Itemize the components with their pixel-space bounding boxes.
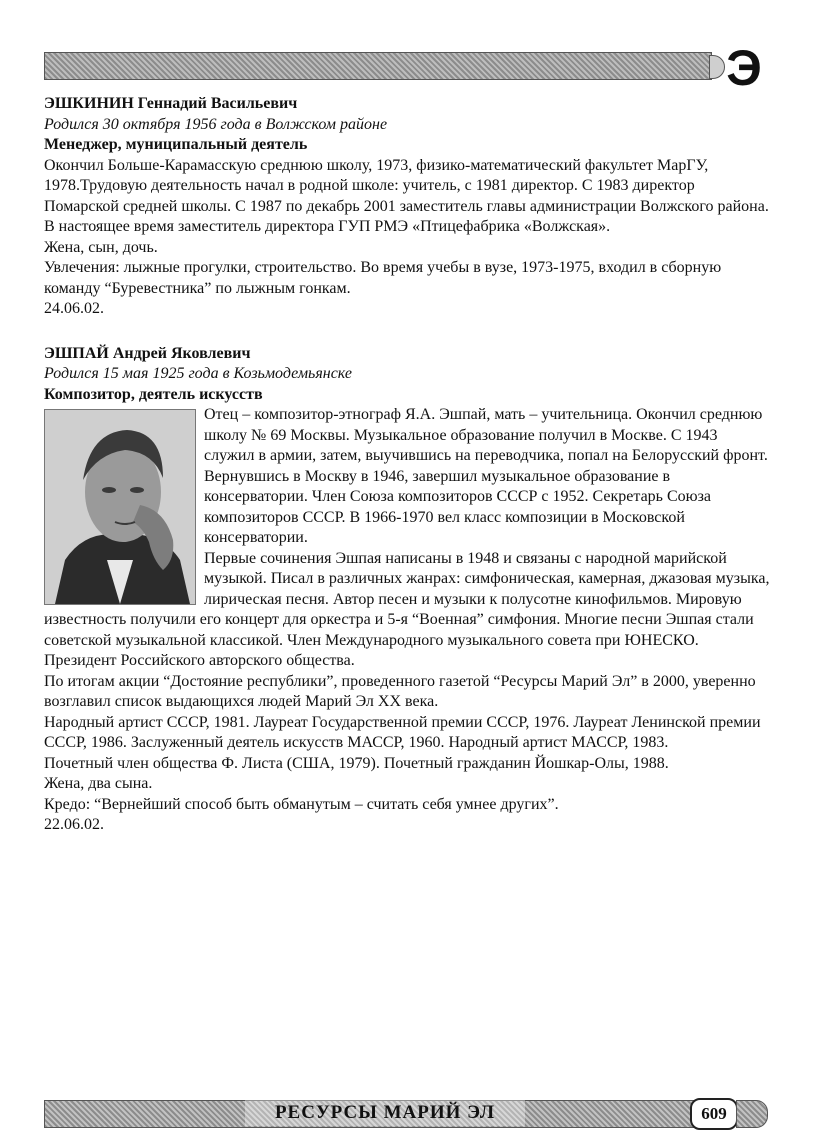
entry-eshpai: [44, 344, 770, 836]
entry-paragraph: Окончил Больше-Карамасскую среднюю школу, 1973, физико-математический факультет МарГУ, 1978.Трудовую деятельность начал в родной школе: учитель, с 1981 директор. С 1983 директор Помарской средней школы. С 1987 по декабрь 2001 заместитель главы администрации Волжского района. В настоящее время заместитель директора ГУП РМЭ «Птицефабрика «Волжская».: [44, 156, 769, 235]
entry-date: 22.06.02.: [44, 816, 104, 833]
entry-hobbies: Увлечения: лыжные прогулки, строительство. Во время учебы в вузе, 1973-1975, входил в сборную команду “Буревестника” по лыжным гонкам.: [44, 259, 722, 297]
entry-awards: Народный артист СССР, 1981. Лауреат Государственной премии СССР, 1976. Лауреат Ленинской премии СССР, 1986. Заслуженный деятель искусств МАССР, 1960. Народный артист МАССР, 1983.: [44, 713, 761, 751]
entry-family: Жена, два сына.: [44, 775, 153, 792]
entry-name: ЭШКИНИН Геннадий Васильевич: [44, 95, 298, 112]
entry-role: Композитор, деятель искусств: [44, 385, 263, 403]
entry-family: Жена, сын, дочь.: [44, 238, 158, 256]
entry-birth: Родился 15 мая 1925 года в Козьмодемьянске: [44, 365, 352, 382]
entry-name: ЭШПАЙ Андрей Яковлевич: [44, 344, 251, 362]
footer-bar-cap: [736, 1100, 768, 1128]
entry-eshkinin: [44, 94, 770, 320]
portrait-photo: [44, 409, 196, 605]
section-letter: Э: [726, 40, 762, 96]
entry-paragraph: По итогам акции “Достояние республики”, проведенного газетой “Ресурсы Марий Эл” в 2000, уверенно возглавил список выдающихся людей Марий Эл XX века.: [44, 672, 756, 710]
entry-honors: Почетный член общества Ф. Листа (США, 1979). Почетный гражданин Йошкар-Олы, 1988.: [44, 754, 669, 772]
page-content: [44, 94, 770, 860]
footer-title: РЕСУРСЫ МАРИЙ ЭЛ: [245, 1100, 525, 1126]
header-bar: [44, 52, 712, 80]
entry-date: 24.06.02.: [44, 300, 104, 317]
entry-paragraph: Отец – композитор-этнограф Я.А. Эшпай, мать – учительница. Окончил среднюю школу № 69 Москвы. Музыкальное образование получил в Москве. С 1943 служил в армии, затем, выучившись на переводчика, попал на Белорусский фронт. Вернувшись в Москву в 1946, завершил музыкальное образование в консерватории. Член Союза композиторов СССР с 1952. Секретарь Союза композиторов СССР. В 1966-1970 вел класс композиции в Московской консерватории.: [204, 406, 768, 546]
portrait-illustration: [45, 410, 195, 604]
page-number: 609: [690, 1098, 738, 1130]
entry-role: Менеджер, муниципальный деятель: [44, 136, 308, 153]
entry-birth: Родился 30 октября 1956 года в Волжском районе: [44, 115, 388, 133]
entry-credo: Кредо: “Вернейший способ быть обманутым – считать себя умнее других”.: [44, 795, 559, 813]
entry-paragraph: Первые сочинения Эшпая написаны в 1948 и связаны с народной марийской музыкой. Писал в различных жанрах: симфоническая, камерная, джазовая музыка, лирическая песня. Автор песен и музыки к полусотне кинофильмов. Мировую известность получили его концерт для оркестра и 5-я “Военная” симфония. Многие песни Эшпая стали советской музыкальной классикой. Член Международного музыкального совета при ЮНЕСКО. Президент Российского авторского общества.: [44, 549, 770, 669]
